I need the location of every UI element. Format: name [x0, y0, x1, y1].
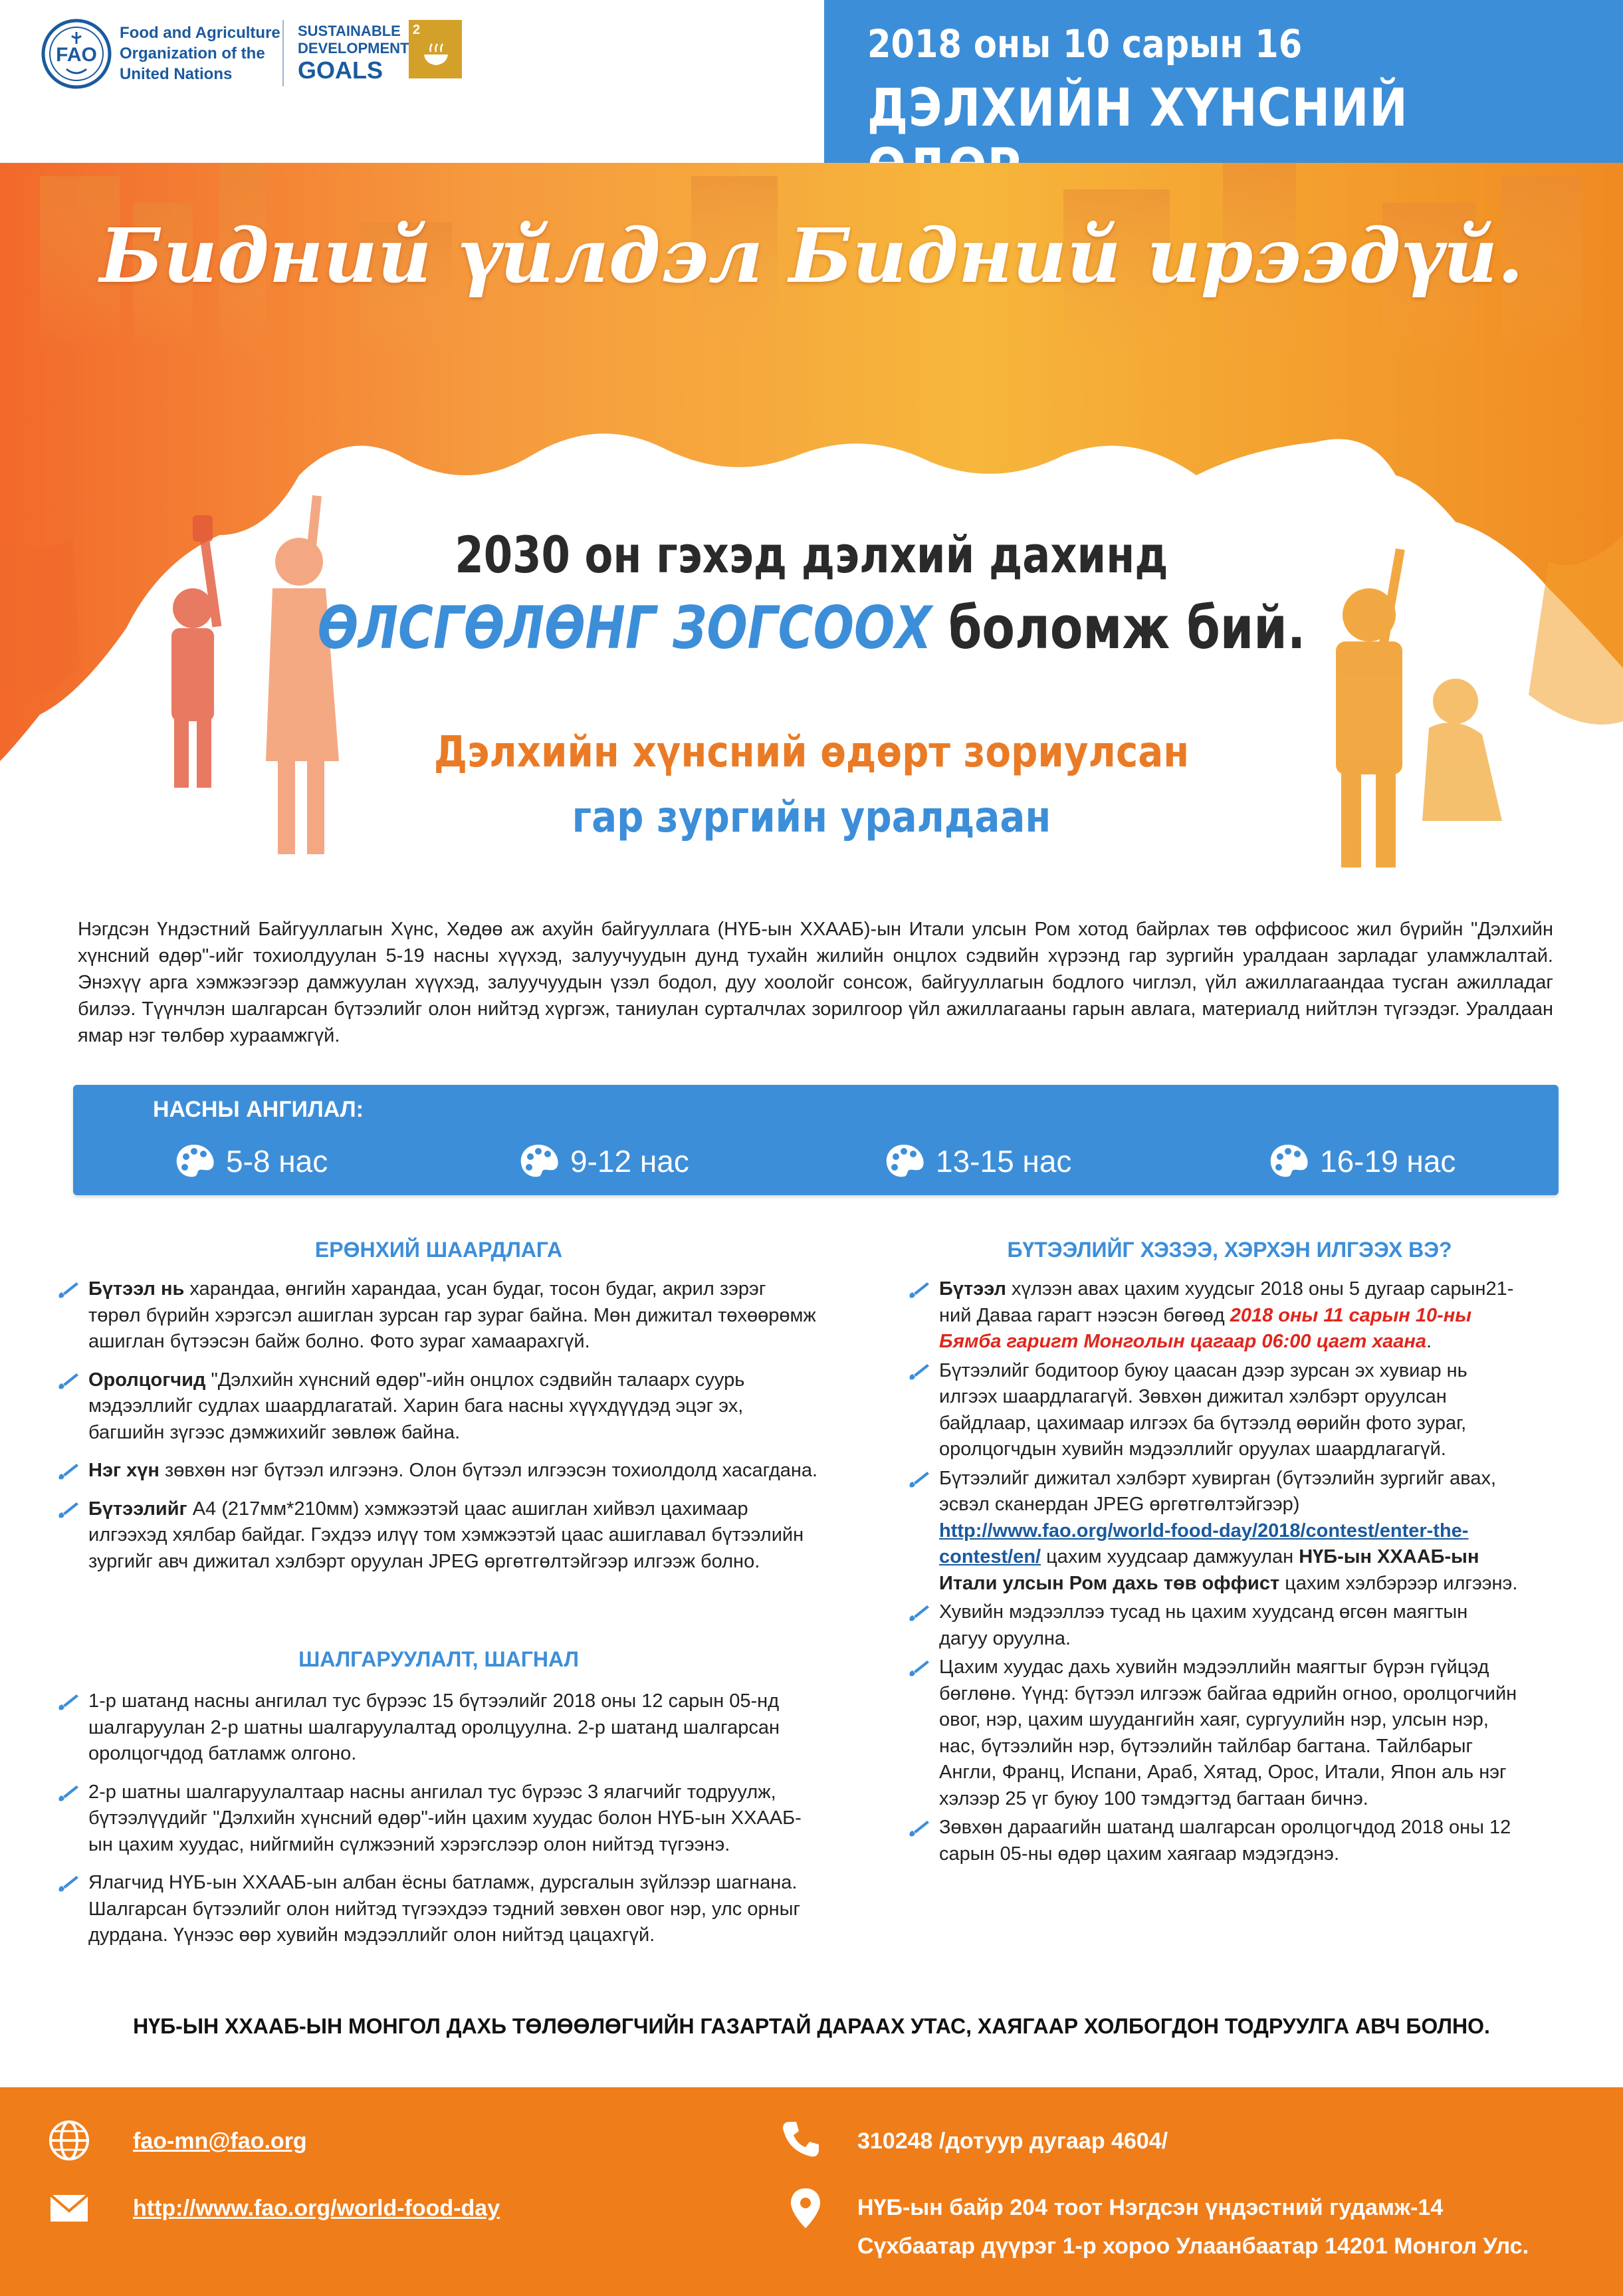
age-group-label: 5-8 нас — [226, 1144, 328, 1179]
location-pin-icon — [784, 2187, 827, 2230]
contest-title-line2: гар зургийн уралдаан — [572, 793, 1051, 842]
sdg-line2: DEVELOPMENT — [298, 40, 409, 57]
item-text: Цахим хуудас дахь хувийн мэдээллийн маягтыг бүрэн гүйцэд бөглөнө. Үүнд: бүтээл илгээж байгаа өдрийн огноо, оролцогчийн овог, нэр, цахим шуудангийн хаяг, сургуулийн нэр, улсын нэр, нас, бүтээлийн нэр, бүтээлийн тайлбар багтана. Тайлбарыг Англи, Франц, Испани, Араб, Хятад, Орос, Итали, Япон аль нэг хэлээр 25 үг буюу 100 тэмдэгтэд багтаан бичнэ. — [939, 1657, 1517, 1809]
paintbrush-icon — [56, 1280, 80, 1300]
paintbrush-icon — [56, 1874, 80, 1894]
list-item — [907, 1599, 1519, 1652]
globe-icon — [48, 2119, 90, 2162]
palette-icon — [174, 1142, 217, 1181]
list-item — [56, 1367, 821, 1446]
claim-line2 — [146, 594, 1477, 662]
submission-heading: БҮТЭЭЛИЙГ ХЭЗЭЭ, ХЭРХЭН ИЛГЭЭХ ВЭ? — [1007, 1238, 1452, 1262]
intro-paragraph: Нэгдсэн Үндэстний Байгууллагын Хүнс, Хөдөө аж ахуйн байгууллага (НҮБ-ын ХХААБ)-ын Итали улсын Ром хотод байрлах төв оффисоос жил бүрийн "Дэлхийн хүнсний өдөр"-ийг тохиолдуулан 5-19 насны хүүхэд, залуучуудын дунд тухайн жилийн онцлох сэдвийн хүрээнд гар зургийн уралдаан зарладаг уламжлалтай. Энэхүү арга хэмжээгээр дамжуулан хүүхэд, залуучуудын үзэл бодол, дуу хоолойг сонсож, байгууллагын бодлого чиглэл, үйл ажиллагаандаа тусган ажилладаг билээ. Түүнчлэн шалгарсан бүтээлийг олон нийтэд хүргэж, таниулан сурталчлах зорилгоор үйл ажиллагааны гарын авлага, материалд нийтлэн түгээдэг. Уралдаан ямар нэг төлбөр хураамжгүй. — [78, 919, 1553, 1046]
event-title: ДЭЛХИЙН ХҮНСНИЙ — [867, 78, 1408, 138]
item-text: Зөвхөн дараагийн шатанд шалгарсан оролцогчдод 2018 оны 12 сарын 05-ны өдөр цахим хаягаар мэдэгдэнэ. — [939, 1817, 1511, 1865]
paintbrush-icon — [56, 1500, 80, 1520]
contest-link[interactable]: http://www.fao.org/world-food-day/2018/contest/enter-the-contest/en/ — [939, 1520, 1469, 1567]
list-item — [56, 1496, 821, 1575]
age-group-label: 9-12 нас — [570, 1144, 689, 1179]
claim-highlight: ӨЛСГӨЛӨНГ ЗОГСООХ — [317, 594, 932, 662]
item-bold: Бүтээлийг — [88, 1498, 187, 1520]
paintbrush-icon — [907, 1659, 931, 1678]
list-item — [907, 1815, 1519, 1867]
selection-list — [56, 1688, 821, 1961]
sdg-goal-number: 2 — [413, 23, 421, 37]
item-bold: Бүтээл нь — [88, 1278, 185, 1300]
paintbrush-icon — [56, 1371, 80, 1391]
palette-icon — [884, 1142, 926, 1181]
list-item — [907, 1466, 1519, 1597]
fao-name-line3: United Nations — [120, 65, 233, 83]
item-text: Бүтээлийг бодитоор буюу цаасан дээр зурсан эх хувиар нь илгээх шаардлагагүй. Зөвхөн дижитал хэлбэрт оруулсан байдлаар, цахимаар илгээх ба бүтээлд өөрийн фото зураг, оролцогчдын хувийн мэдээллийг оруулах шаардлагагүй. — [939, 1359, 1467, 1460]
sdg-line3: GOALS — [298, 57, 383, 84]
item-bold: Нэг хүн — [88, 1460, 160, 1481]
paintbrush-icon — [907, 1280, 931, 1300]
address-line1: НҮБ-ын байр 204 тоот Нэгдсэн үндэстний гудамж-14 — [857, 2195, 1444, 2220]
item-text: А4 (217мм*210мм) хэмжээтэй цаас ашиглан хийвэл цахимаар илгээхэд хялбар байдаг. Гэхдээ илүү том хэмжээтэй цаас ашиглавал бүтээлийн зургийг авч дижитал хэлбэрт оруулан JPEG өргөтгөлтэйгээр илгээж болно. — [88, 1498, 804, 1572]
list-item — [907, 1655, 1519, 1812]
phone-number: 310248 /дотуур дугаар 4604/ — [857, 2128, 1168, 2154]
item-text: хүлээн авах цахим хуудсыг 2018 оны 5 дугаар сарын21-ний Даваа гарагт нээсэн бөгөөд — [939, 1278, 1514, 1326]
claim-line1: 2030 он гэхэд дэлхий дахинд — [455, 525, 1168, 584]
list-item — [56, 1458, 821, 1484]
age-group-16-19 — [1268, 1138, 1456, 1185]
age-group-label: 13-15 нас — [936, 1144, 1072, 1179]
item-text: Ялагчид НҮБ-ын ХХААБ-ын албан ёсны батламж, дурсгалын зүйлээр шагнана. Шалгарсан бүтээлийг олон нийтэд түгээхдээ тэдний зөвхөн овог нэр, улс орныг дурдана. Үүнээс өөр хувийн мэдээллийг олон нийтэд цацахгүй. — [88, 1872, 801, 1946]
sdg-line1: SUSTAINABLE — [298, 23, 401, 39]
fao-name-line2: Organization of the — [120, 45, 265, 62]
palette-icon — [1268, 1142, 1311, 1181]
age-group-13-15 — [884, 1138, 1071, 1185]
slogan: Бидний үйлдэл Бидний ирээдүй. — [99, 213, 1524, 300]
list-item — [56, 1276, 821, 1355]
item-end: цахим хэлбэрээр илгээнэ. — [1279, 1572, 1518, 1594]
item-text: 1-р шатанд насны ангилал тус бүрээс 15 бүтээлийг 2018 оны 12 сарын 05-нд шалгаруулан 2-р шатны шалгаруулалтад оролцуулна. 2-р шатанд шалгарсан оролцогчдод батламж олгоно. — [88, 1690, 780, 1764]
paintbrush-icon — [907, 1603, 931, 1623]
list-item — [56, 1870, 821, 1949]
age-group-9-12 — [518, 1138, 689, 1185]
claim-rest: боломж бий. — [948, 594, 1306, 662]
paintbrush-icon — [56, 1783, 80, 1803]
fao-name-line1: Food and Agriculture — [120, 24, 280, 42]
deadline-text: 2018 оны 11 сарын 10-ны Бямба гаригт Монголын цагаар 06:00 цагт хаана — [939, 1304, 1472, 1352]
phone-icon — [779, 2118, 821, 2160]
food-bowl-icon — [421, 41, 451, 68]
paintbrush-icon — [907, 1362, 931, 1382]
item-bold: Бүтээл — [939, 1278, 1006, 1300]
list-item — [56, 1779, 821, 1859]
address-line2: Сүхбаатар дүүрэг 1-р хороо Улаанбаатар 14201 Монгол Улс. — [857, 2234, 1529, 2259]
item-bold: Оролцогчид — [88, 1369, 206, 1391]
svg-text:FAO: FAO — [56, 44, 97, 66]
list-item — [907, 1276, 1519, 1355]
event-date: 2018 оны 10 сарын 16 — [867, 21, 1303, 66]
item-mid: цахим хуудсаар дамжуулан — [1041, 1546, 1299, 1567]
website-link[interactable]: http://www.fao.org/world-food-day — [133, 2196, 500, 2221]
item-text: харандаа, өнгийн харандаа, усан будаг, тосон будаг, акрил зэрэг төрөл бүрийн хэрэгсэл ашиглан зурсан гар зураг байна. Мөн дижитал төхөөрөмж ашиглан бүтээсэн байж болно. Фото зураг хамаарахгүй. — [88, 1278, 816, 1352]
paintbrush-icon — [907, 1819, 931, 1839]
age-group-label: 16-19 нас — [1320, 1144, 1456, 1179]
item-text: "Дэлхийн хүнсний өдөр"-ийн онцлох сэдвийн талаарх суурь мэдээллийг судлах шаардлагатай. Харин бага насны хүүхдүүдэд эцэг эх, багшийн зүгээс дэмжихийг зөвлөж байна. — [88, 1369, 745, 1443]
fao-name — [120, 23, 286, 84]
email-link[interactable]: fao-mn@fao.org — [133, 2128, 307, 2154]
list-item — [907, 1358, 1519, 1463]
paintbrush-icon — [56, 1692, 80, 1712]
mail-icon — [48, 2187, 90, 2230]
item-text: зөвхөн нэг бүтээл илгээнэ. Олон бүтээл илгээсэн тохиолдолд хасагдана. — [159, 1460, 818, 1481]
age-group-5-8 — [174, 1138, 328, 1185]
paintbrush-icon — [56, 1462, 80, 1482]
selection-heading: ШАЛГАРУУЛАЛТ, ШАГНАЛ — [298, 1647, 579, 1671]
item-text: Бүтээлийг дижитал хэлбэрт хувирган (бүтээлийн зургийг авах, эсвэл сканердан JPEG өргөтгөлтэйгээр) — [939, 1467, 1497, 1515]
sdg-logo — [298, 23, 409, 84]
item-bold: НҮБ-ын ХХААБ-ын Итали улсын Ром дахь төв оффист — [939, 1546, 1479, 1594]
header-divider — [282, 20, 284, 86]
contact-line: НҮБ-ЫН ХХААБ-ЫН МОНГОЛ ДАХЬ ТӨЛӨӨЛӨГЧИЙН ГАЗАРТАЙ ДАРААХ УТАС, ХАЯГААР ХОЛБОГДОН ТОДРУУЛГА АВЧ БОЛНО. — [133, 2014, 1490, 2038]
item-text: 2-р шатны шалгаруулалтаар насны ангилал тус бүрээс 3 ялагчийг тодруулж, бүтээлүүдийг "Дэлхийн хүнсний өдөр"-ийн цахим хуудас болон НҮБ-ын ХХААБ-ын цахим хуудас, нийгмийн сүлжээний хэрэгслээр олон нийтэд түгээнэ. — [88, 1781, 802, 1855]
submission-list — [907, 1276, 1519, 1870]
general-requirements-heading: ЕРӨНХИЙ ШААРДЛАГА — [314, 1238, 563, 1262]
paintbrush-icon — [907, 1470, 931, 1490]
list-item — [56, 1688, 821, 1768]
fao-logo-icon — [40, 17, 113, 90]
item-end: . — [1426, 1331, 1432, 1352]
general-requirements-list — [56, 1276, 821, 1587]
item-text: Хувийн мэдээллээ тусад нь цахим хуудсанд өгсөн маягтын дагуу оруулна. — [939, 1601, 1468, 1649]
palette-icon — [518, 1142, 561, 1181]
age-category-label: НАСНЫ АНГИЛАЛ: — [153, 1097, 364, 1122]
contest-title-line1: Дэлхийн хүнсний өдөрт зориулсан — [433, 728, 1190, 777]
